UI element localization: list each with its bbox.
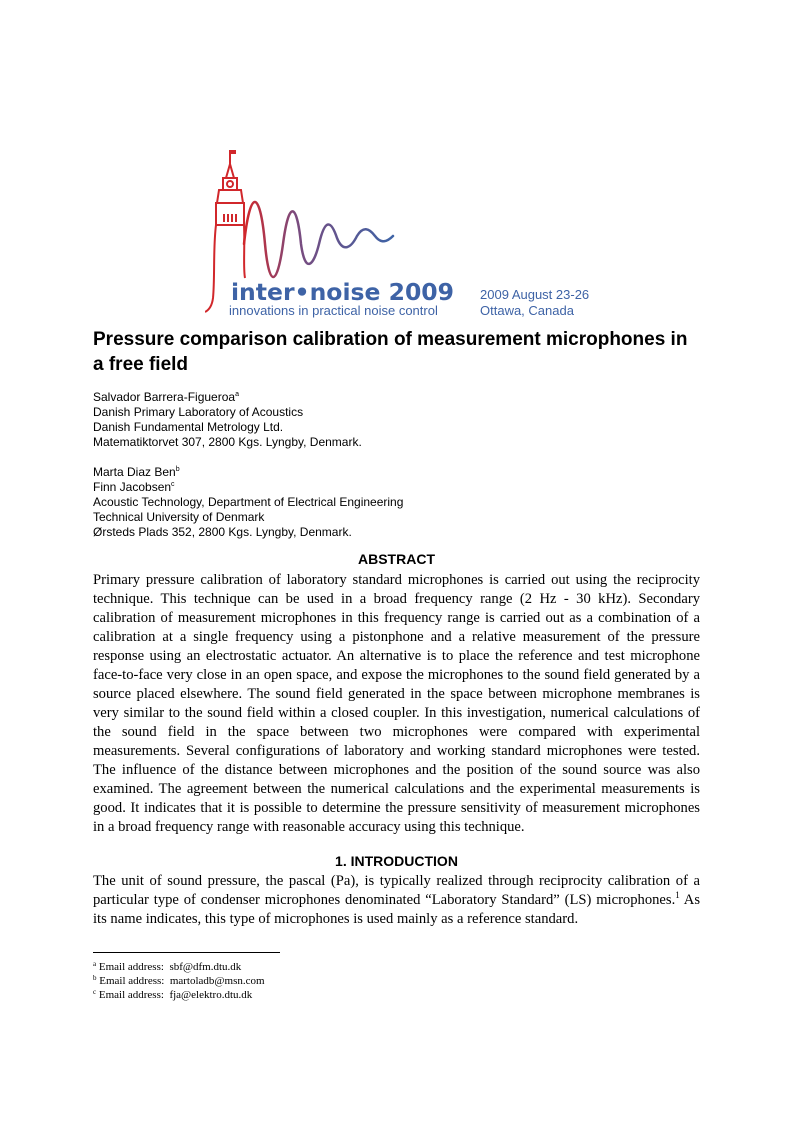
author-name: Salvador Barrera-Figueroa	[93, 390, 236, 404]
author-mark: c	[171, 481, 175, 488]
footnote	[93, 974, 265, 988]
author-line	[93, 465, 403, 480]
conference-place: Ottawa, Canada	[480, 303, 574, 318]
conference-brand: inter•noise 2009	[231, 278, 455, 306]
abstract-text: Primary pressure calibration of laboratory standard microphones is carried out using the reciprocity technique. This technique can be used in a broad frequency range (2 Hz - 30 kHz). Secondary calibration of measurement microphones in this frequency range is carried out as a combination of a calibration at a single frequency using a pistonphone and a relative measurement of the pressure response using an electrostatic actuator. An alternative is to place the reference and test microphone face-to-face very close in an open space, and expose the microphones to the sound field generated by a source placed elsewhere. The sound field generated in the space between microphone membranes is very similar to the sound field within a closed coupler. In this investigation, numerical calculations of the sound field in the space between two microphones were compared with experimental measurements. Several configurations of laboratory and working standard microphones were tested. The influence of the distance between microphones and the position of the sound source was also examined. The agreement between the numerical calculations and the experimental measurements is good. It indicates that it is possible to determine the pressure sensitivity of measurement microphones in a broad frequency range with reasonable accuracy using this technique.	[93, 572, 700, 835]
footnote-email: fja@elektro.dtu.dk	[169, 989, 253, 1001]
introduction-text	[93, 872, 700, 929]
author-line	[93, 480, 403, 495]
intro-text-part: The unit of sound pressure, the pascal (Pa), is typically realized through reciprocity calibration of a particular type of condenser microphones denominated “Laboratory Standard” (LS) microphones.	[93, 873, 700, 908]
footnote-mark: c	[93, 988, 97, 996]
affiliation-line: Technical University of Denmark	[93, 510, 265, 524]
footnote-email: martoladb@msn.com	[169, 975, 265, 987]
conference-date: 2009 August 23-26	[480, 287, 590, 302]
paper-title: Pressure comparison calibration of measurement microphones in a free field	[93, 329, 688, 375]
intro-text-part: As its name indicates, this type of microphones is used mainly as a reference standard.	[93, 892, 700, 927]
affiliation-line: Acoustic Technology, Department of Electrical Engineering	[93, 495, 404, 509]
introduction-heading: 1. INTRODUCTION	[335, 853, 458, 869]
footnote-mark: a	[93, 960, 97, 968]
footnote-label: Email address:	[99, 975, 165, 987]
abstract-heading: ABSTRACT	[358, 551, 435, 567]
author-block	[93, 390, 403, 540]
affiliation-line: Ørsteds Plads 352, 2800 Kgs. Lyngby, Denmark.	[93, 525, 352, 539]
affiliation-line: Danish Primary Laboratory of Acoustics	[93, 405, 304, 419]
footnote	[93, 988, 265, 1002]
footnote-label: Email address:	[98, 961, 164, 973]
author-mark: a	[235, 391, 239, 398]
sound-wave-icon	[244, 202, 393, 277]
author-name: Marta Diaz Ben	[93, 465, 176, 479]
author-name: Finn Jacobsen	[93, 480, 172, 494]
footnote-email: sbf@dfm.dtu.dk	[169, 961, 242, 973]
author-line	[93, 390, 403, 405]
author-mark: b	[175, 466, 180, 473]
conference-tagline: innovations in practical noise control	[229, 303, 438, 318]
footnotes	[93, 960, 265, 1002]
reference-mark: 1	[675, 890, 680, 900]
footnote-mark: b	[93, 974, 97, 982]
affiliation-line: Danish Fundamental Metrology Ltd.	[93, 420, 284, 434]
affiliation-line: Matematiktorvet 307, 2800 Kgs. Lyngby, Denmark.	[93, 435, 362, 449]
footnote-label: Email address:	[98, 989, 164, 1001]
footnote	[93, 960, 265, 974]
footnote-rule	[93, 952, 280, 953]
